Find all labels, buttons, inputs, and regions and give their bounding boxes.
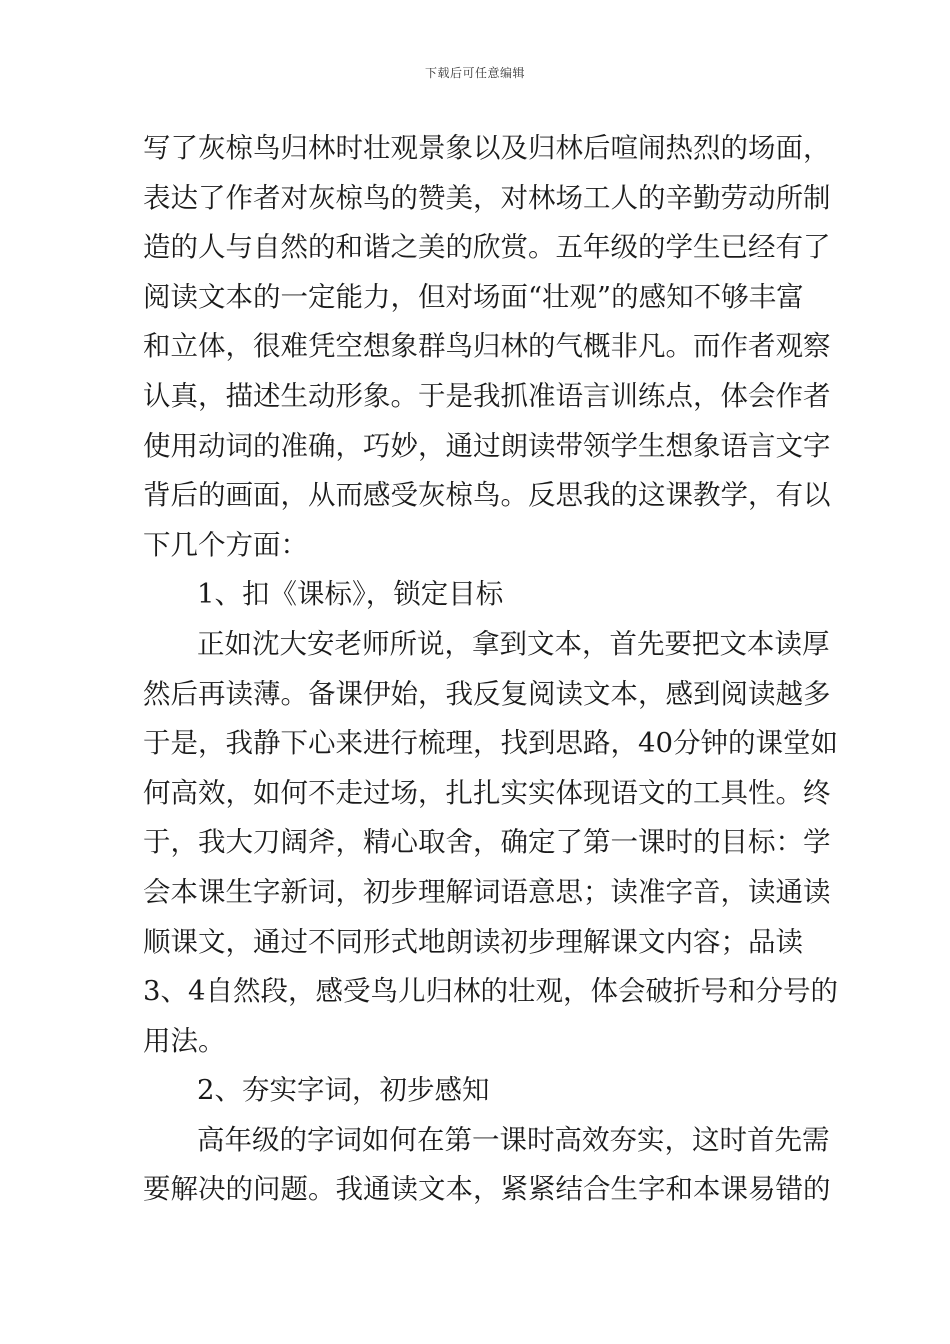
text-line: 表达了作者对灰椋鸟的赞美，对林场工人的辛勤劳动所制: [143, 181, 831, 214]
text-line: 认真，描述生动形象。于是我抓准语言训练点，体会作者: [143, 379, 831, 412]
document-body: [143, 124, 838, 1215]
text-line: 于是，我静下心来进行梳理，找到思路，40分钟的课堂如: [143, 727, 838, 760]
text-line: 用法。: [143, 1024, 226, 1057]
text-line: 然后再读薄。备课伊始，我反复阅读文本，感到阅读越多: [143, 677, 831, 710]
section-heading-2: 2、夯实字词，初步感知: [197, 1074, 490, 1107]
text-line: 会本课生字新词，初步理解词语意思；读准字音，读通读: [143, 875, 831, 908]
text-line: 使用动词的准确，巧妙，通过朗读带领学生想象语言文字: [143, 429, 831, 462]
text-line: 要解决的问题。我通读文本，紧紧结合生字和本课易错的: [143, 1173, 831, 1206]
text-line: 造的人与自然的和谐之美的欣赏。五年级的学生已经有了: [143, 231, 831, 264]
text-line: 何高效，如何不走过场，扎扎实实体现语文的工具性。终: [143, 776, 831, 809]
text-line: 下几个方面：: [143, 528, 308, 561]
text-line: 顺课文，通过不同形式地朗读初步理解课文内容；品读: [143, 925, 803, 958]
page-header-note: 下载后可任意编辑: [424, 66, 525, 80]
section-heading-1: 1、扣《课标》，锁定目标: [197, 578, 504, 611]
text-line: 背后的画面，从而感受灰椋鸟。反思我的这课教学，有以: [143, 479, 831, 512]
paragraph-start: 高年级的字词如何在第一课时高效夯实，这时首先需: [197, 1123, 830, 1156]
paragraph-start: 正如沈大安老师所说，拿到文本，首先要把文本读厚: [197, 627, 830, 660]
text-line: 3、4自然段，感受鸟儿归林的壮观，体会破折号和分号的: [143, 975, 838, 1008]
text-line: 阅读文本的一定能力，但对场面“壮观”的感知不够丰富: [143, 280, 804, 313]
text-line: 于，我大刀阔斧，精心取舍，确定了第一课时的目标：学: [143, 826, 831, 859]
text-line: 写了灰椋鸟归林时壮观景象以及归林后喧闹热烈的场面，: [143, 132, 831, 164]
text-line: 和立体，很难凭空想象群鸟归林的气概非凡。而作者观察: [143, 330, 831, 363]
